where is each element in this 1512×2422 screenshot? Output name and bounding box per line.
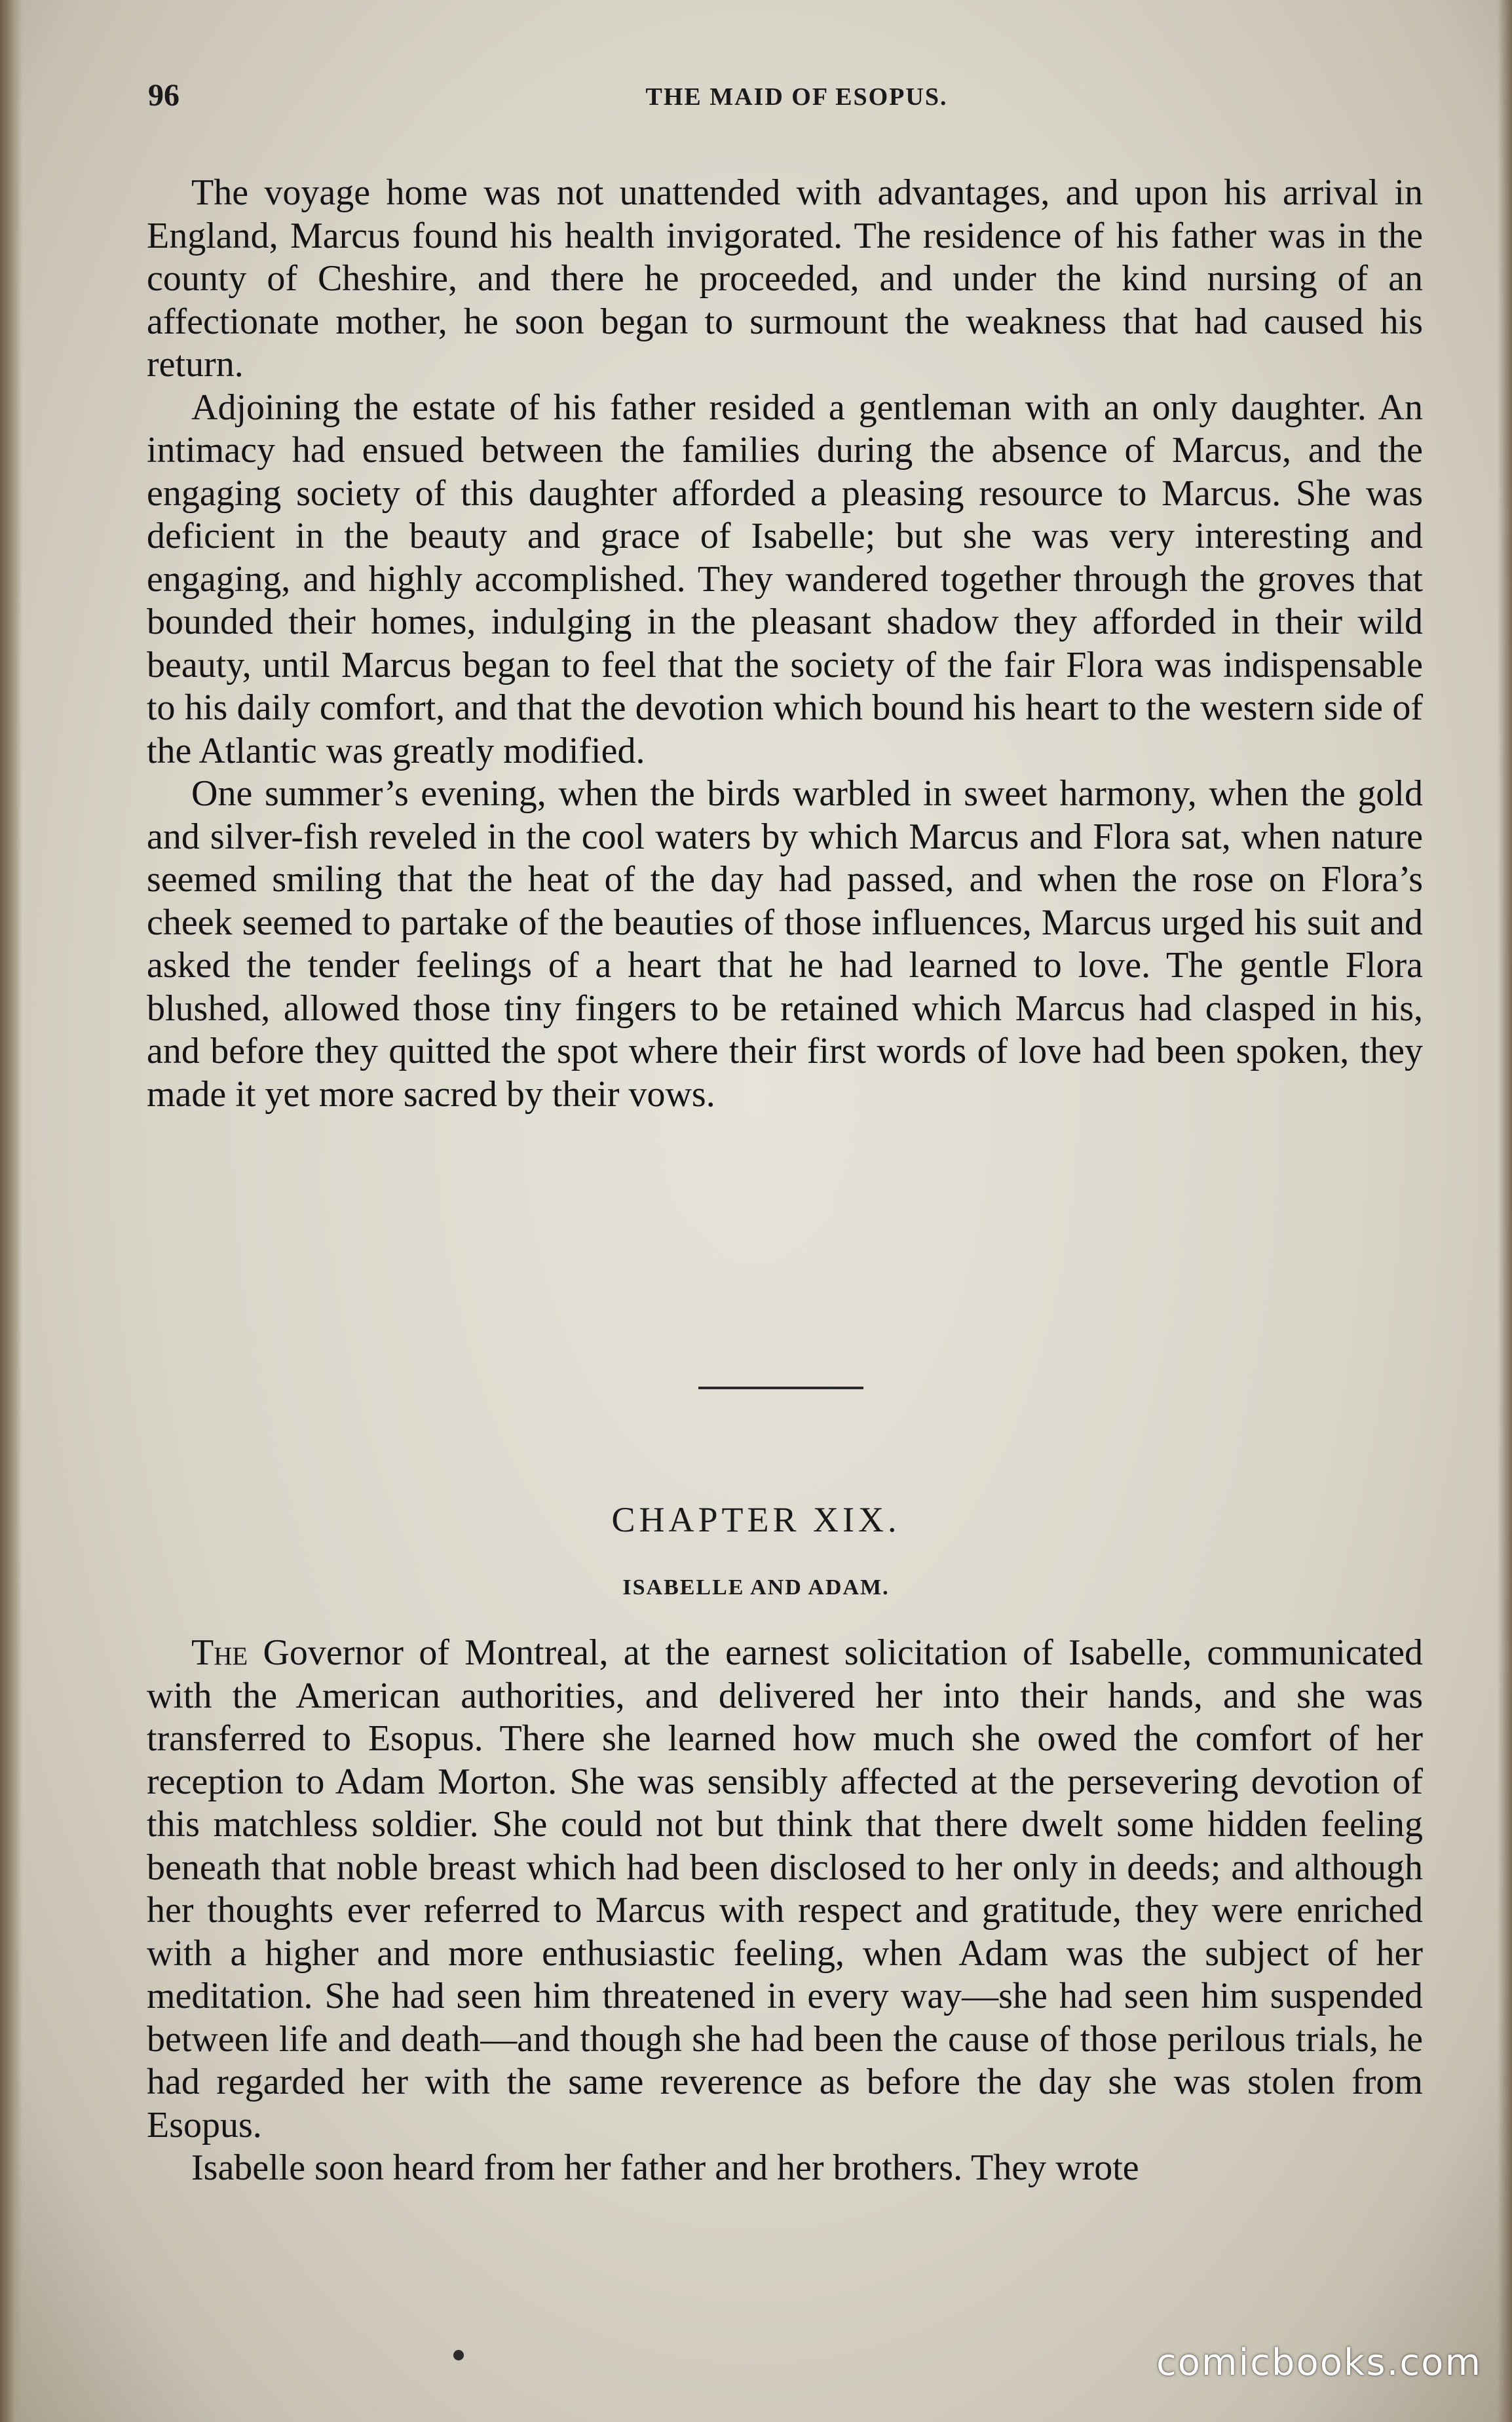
paragraph: One summer’s evening, when the birds warbled in sweet harmony, when the gold and silver-fish reveled in the cool waters by which Marcus and Flora sat, when nature seemed smiling that the heat of the day had passed, and when the rose on Flora’s cheek seemed to partake of the beauties of those influences, Marcus urged his suit and asked the tender feelings of a heart that he had learned to love. The gentle Flora blushed, allowed those tiny fingers to be retained which Marcus had clasped in his, and before they quitted the spot where their first words of love had been spoken, they made it yet more sacred by their vows.	[147, 773, 1423, 1115]
paragraph-text: Governor of Montreal, at the earnest solicitation of Isabelle, communicated with the American authorities, and delivered her into their hands, and she was transferred to Esopus. There she learned how much she owed the comfort of her reception to Adam Morton. She was sensibly affected at the persevering devotion of this matchless soldier. She could not but think that there dwelt some hidden feeling beneath that noble breast which had been disclosed to her only in deeds; and although her thoughts ever referred to Marcus with respect and gratitude, they were enriched with a higher and more enthusiastic feeling, when Adam was the subject of her meditation. She had seen him threatened in every way—she had seen him suspended between life and death—and though she had been the cause of those perilous trials, he had regarded her with the same reverence as before the day she was stolen from Esopus.	[147, 1632, 1423, 2145]
chapter-title: CHAPTER XIX.	[611, 1500, 901, 1539]
paragraph	[147, 1632, 1423, 2147]
printer-mark	[453, 2350, 464, 2360]
paragraph: Adjoining the estate of his father resided a gentleman with an only daughter. An intimacy had ensued between the families during the absence of Marcus, and the engaging society of this daughter afforded a pleasing resource to Marcus. She was deficient in the beauty and grace of Isabelle; but she was very interesting and engaging, and highly accomplished. They wandered together through the groves that bounded their homes, indulging in the pleasant shadow they afforded in their wild beauty, until Marcus began to feel that the society of the fair Flora was indispensable to his daily comfort, and that the devotion which bound his heart to the western side of the Atlantic was greatly modified.	[147, 387, 1423, 771]
opening-word: The	[191, 1632, 248, 1673]
section-divider-rule	[698, 1387, 863, 1389]
page-binding-edge	[0, 0, 22, 2422]
paragraph: Isabelle soon heard from her father and her brothers. They wrote	[191, 2147, 1139, 2188]
paragraph: The voyage home was not unattended with advantages, and upon his arrival in England, Marcus found his health invigorated. The residence of his father was in the county of Cheshire, and there he proceeded, and under the kind nursing of an affectionate mother, he soon began to surmount the weakness that had caused his return.	[147, 172, 1423, 385]
chapter-body-text	[147, 1632, 1423, 2190]
page-number: 96	[148, 78, 180, 113]
page-outer-edge	[1498, 0, 1512, 2422]
running-title: THE MAID OF ESOPUS.	[645, 83, 948, 111]
watermark: comicbooks.com	[1156, 2341, 1482, 2384]
chapter-subtitle: ISABELLE AND ADAM.	[622, 1575, 890, 1600]
body-text-before-chapter	[147, 172, 1423, 1116]
page-header	[148, 77, 1432, 117]
